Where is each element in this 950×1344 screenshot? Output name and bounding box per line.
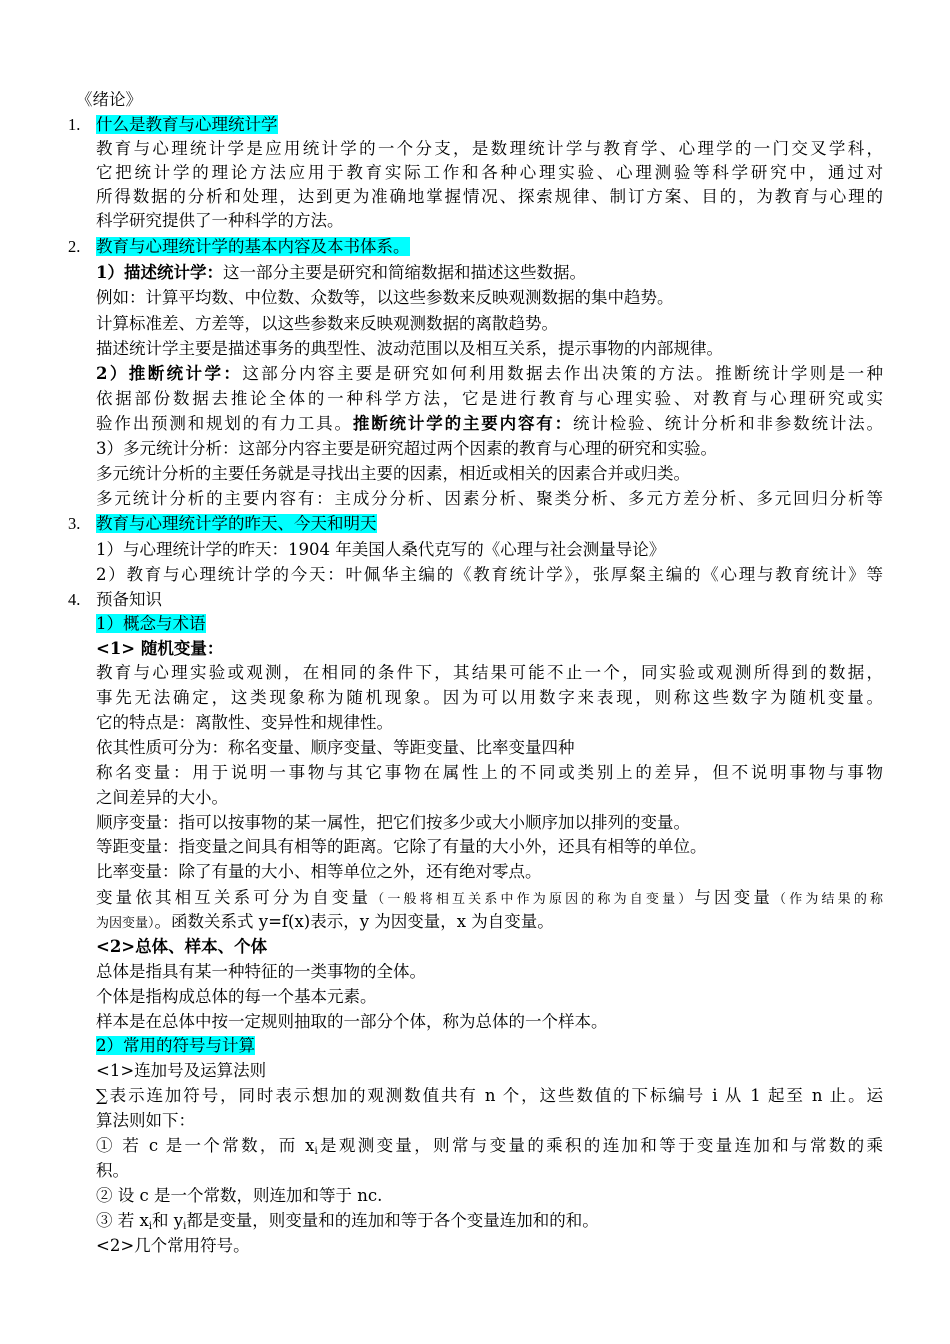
summation-title: <1>连加号及运算法则 (96, 1061, 267, 1080)
rv-line-part: 与因变量 (694, 888, 774, 907)
s1-line: 教育与心理统计学是应用统计学的一个分支，是数理统计学与教育学、心理学的一门交叉学科， (96, 139, 883, 158)
population-line: 个体是指构成总体的每一个基本元素。 (96, 987, 377, 1006)
s2-line (96, 412, 883, 436)
rule-1 (96, 1134, 883, 1164)
rv-line-part: 变量依其相互关系可分为自变量 (96, 888, 372, 907)
rule-text: ① 若 c 是一个常数，而 x (96, 1136, 315, 1155)
subsection-symbols-text: 2）常用的符号与计算 (96, 1036, 255, 1055)
rv-line: 比率变量：除了有量的大小、相等单位之外，还有绝对零点。 (96, 862, 542, 881)
rv-line: 事先无法确定，这类现象称为随机现象。因为可以用数字来表现，则称这些数字为随机变量。 (96, 688, 883, 707)
rule-text: ③ 若 x (96, 1211, 149, 1230)
rv-line: 之间差异的大小。 (96, 788, 228, 807)
rule-2: ② 设 c 是一个常数，则连加和等于 nc. (96, 1186, 383, 1205)
s2-line: 计算标准差、方差等，以这些参数来反映观测数据的离散趋势。 (96, 314, 558, 333)
s2-line: 多元统计分析的主要任务就是寻找出主要的因素，相近或相关的因素合并或归类。 (96, 464, 690, 483)
subsection-concepts-text: 1）概念与术语 (96, 614, 206, 633)
s2-line: 3）多元统计分析：这部分内容主要是研究超过两个因素的教育与心理的研究和实验。 (96, 439, 717, 458)
descriptive-stats-label: 1）描述统计学： (96, 263, 223, 282)
section-3-number: 3. (68, 514, 81, 533)
population-sample-title: <2>总体、样本、个体 (96, 937, 268, 956)
summation-line: ∑表示连加符号，同时表示想加的观测数值共有 n 个，这些数值的下标编号 i 从 1 起至 n 止。运 (96, 1086, 883, 1105)
rv-line (96, 910, 554, 936)
s2-line: 多元统计分析的主要内容有：主成分分析、因素分析、聚类分析、多元方差分析、多元回归分析等 (96, 489, 883, 508)
section-1-heading (96, 113, 278, 137)
section-1-heading-text: 什么是教育与心理统计学 (96, 115, 278, 134)
rule-text: 是观测变量，则常与变量的乘积的连加和等于变量连加和与常数的乘 (317, 1136, 884, 1155)
random-variable-title: <1> 随机变量： (96, 639, 224, 658)
rule-text: 和 y (152, 1211, 184, 1230)
section-2-heading-text: 教育与心理统计学的基本内容及本书体系。 (96, 237, 410, 256)
s3-line: 1）与心理统计学的昨天：1904 年美国人桑代克写的《心理与社会测量导论》 (96, 540, 666, 559)
section-4-heading: 预备知识 (96, 590, 162, 609)
rv-line: 依其性质可分为：称名变量、顺序变量、等距变量、比率变量四种 (96, 738, 575, 757)
section-3-heading (96, 512, 377, 536)
population-line: 样本是在总体中按一定规则抽取的一部分个体，称为总体的一个样本。 (96, 1012, 608, 1031)
subsection-symbols (96, 1034, 255, 1058)
rv-note: （作为结果的称 (773, 892, 883, 907)
section-3-heading-text: 教育与心理统计学的昨天、今天和明天 (96, 514, 377, 533)
s1-line: 科学研究提供了一种科学的方法。 (96, 211, 344, 230)
symbols-title: <2>几个常用符号。 (96, 1236, 250, 1255)
rv-line (96, 886, 883, 912)
section-1-number: 1. (68, 115, 81, 134)
section-4-number: 4. (68, 590, 81, 609)
inferential-stats-line (96, 362, 883, 386)
inferential-content-label: 推断统计学的主要内容有： (352, 414, 573, 433)
section-2-heading (96, 235, 410, 259)
rv-line: 称名变量：用于说明一事物与其它事物在属性上的不同或类别上的差异，但不说明事物与事物 (96, 763, 883, 782)
subscript: i (183, 1221, 187, 1232)
subsection-concepts (96, 612, 206, 636)
population-line: 总体是指具有某一种特征的一类事物的全体。 (96, 962, 426, 981)
s1-line: 它把统计学的理论方法应用于教育实际工作和各种心理实验、心理测验等科学研究中，通过对 (96, 163, 883, 182)
s1-line: 所得数据的分析和处理，达到更为准确地掌握情况、探索规律、制订方案、目的，为教育与心理的 (96, 187, 883, 206)
subscript: i (314, 1146, 318, 1157)
rv-note: （一般将相互关系中作为原因的称为自变量） (371, 892, 695, 907)
s2-line: 例如：计算平均数、中位数、众数等，以这些参数来反映观测数据的集中趋势。 (96, 288, 674, 307)
rv-line: 教育与心理实验或观测，在相同的条件下，其结果可能不止一个，同实验或观测所得到的数据， (96, 663, 883, 682)
rv-line: 顺序变量：指可以按事物的某一属性，把它们按多少或大小顺序加以排列的变量。 (96, 813, 690, 832)
doc-title: 《绪论》 (76, 90, 142, 109)
descriptive-stats-text: 这一部分主要是研究和简缩数据和描述这些数据。 (222, 263, 586, 282)
rv-line: 等距变量：指变量之间具有相等的距离。它除了有量的大小外，还具有相等的单位。 (96, 837, 707, 856)
rule-text: 都是变量，则变量和的连加和等于各个变量连加和的和。 (186, 1211, 599, 1230)
summation-line: 算法则如下： (96, 1111, 195, 1130)
rv-line-part: 。函数关系式 y=f(x)表示，y 为因变量，x 为自变量。 (154, 912, 554, 931)
inferential-stats-text: 这部分内容主要是研究如何利用数据去作出决策的方法。推断统计学则是一种 (242, 364, 884, 383)
s2-line: 描述统计学主要是描述事务的典型性、波动范围以及相互关系，提示事物的内部规律。 (96, 339, 723, 358)
inferential-stats-label: 2）推断统计学： (96, 364, 243, 383)
s3-line: 2）教育与心理统计学的今天：叶佩华主编的《教育统计学》，张厚粲主编的《心理与教育统计》等 (96, 565, 883, 584)
s2-line-part: 验作出预测和规划的有力工具。 (96, 414, 353, 433)
descriptive-stats-line (96, 261, 586, 285)
rv-note: 为因变量） (96, 916, 155, 931)
rv-line: 它的特点是：离散性、变异性和规律性。 (96, 713, 393, 732)
subscript: i (148, 1221, 152, 1232)
s2-line: 依据部份数据去推论全体的一种科学方法，它是进行教育与心理实验、对教育与心理研究或实 (96, 389, 883, 408)
rule-1-cont: 积。 (96, 1161, 129, 1180)
section-2-number: 2. (68, 237, 81, 256)
s2-line-part: 统计检验、统计分析和非参数统计法。 (573, 414, 884, 433)
